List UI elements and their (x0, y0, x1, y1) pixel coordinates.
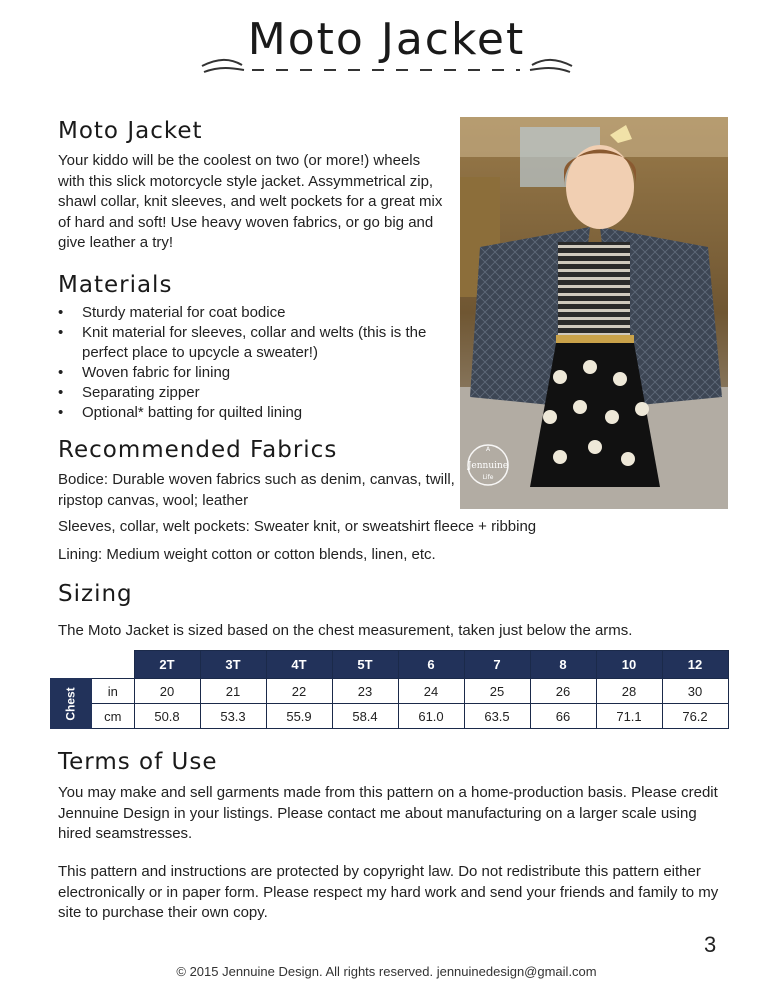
size-header: 10 (596, 651, 662, 679)
moto-description: Your kiddo will be the coolest on two (or more!) wheels with this slick motorcycle style jacket. Assymmetrical zip, shawl collar, knit sleeves, and welt pockets for a great mix of hard and soft! Use heavy woven fabrics, or go big and give leather a try! (58, 152, 443, 251)
table-cell: 53.3 (200, 704, 266, 729)
watermark-bottom: Life (482, 474, 494, 481)
section-heading-sizing: Sizing (58, 581, 133, 607)
table-cell: 66 (530, 704, 596, 729)
chest-row-label (51, 679, 92, 729)
fabrics-bodice: Bodice: Durable woven fabrics such as denim, canvas, twill, ripstop canvas, wool; leather (58, 471, 455, 509)
list-item: • Sturdy material for coat bodice (58, 303, 438, 323)
materials-list (58, 303, 438, 423)
table-cell: 61.0 (398, 704, 464, 729)
size-header: 8 (530, 651, 596, 679)
size-header: 2T (134, 651, 200, 679)
footer-copyright: © 2015 Jennuine Design. All rights reserved. jennuinedesign@gmail.com (176, 964, 597, 979)
table-row (51, 704, 729, 729)
section-heading-moto: Moto Jacket (58, 118, 203, 144)
unit-cell: cm (92, 704, 135, 729)
table-cell: 76.2 (662, 704, 728, 729)
table-cell: 63.5 (464, 704, 530, 729)
table-cell: 28 (596, 679, 662, 704)
table-cell: 71.1 (596, 704, 662, 729)
fabrics-sleeves: Sleeves, collar, welt pockets: Sweater knit, or sweatshirt fleece + ribbing (58, 518, 537, 535)
terms-paragraph-1: You may make and sell garments made from this pattern on a home-production basis. Please credit Jennuine Design in your listings. Please contact me about manufacturing on a larger scale using hired seamstresses. (58, 784, 718, 842)
sizing-intro: The Moto Jacket is sized based on the chest measurement, taken just below the arms. (58, 622, 633, 639)
size-header: 7 (464, 651, 530, 679)
unit-cell: in (92, 679, 135, 704)
section-heading-fabrics: Recommended Fabrics (58, 437, 338, 463)
table-cell: 26 (530, 679, 596, 704)
sizing-table (50, 650, 729, 729)
list-item: • Separating zipper (58, 383, 438, 403)
fabrics-lining: Lining: Medium weight cotton or cotton blends, linen, etc. (58, 546, 436, 563)
table-row (51, 679, 729, 704)
page-title: Moto Jacket (247, 14, 526, 65)
table-cell: 55.9 (266, 704, 332, 729)
size-header: 3T (200, 651, 266, 679)
table-cell: 30 (662, 679, 728, 704)
watermark-main: Jennuine (467, 461, 509, 471)
size-header: 6 (398, 651, 464, 679)
size-header: 5T (332, 651, 398, 679)
table-cell: 21 (200, 679, 266, 704)
table-header-row (51, 651, 729, 679)
page-number: 3 (704, 932, 717, 957)
title-decorative-rule (198, 56, 576, 80)
table-cell: 24 (398, 679, 464, 704)
section-heading-terms: Terms of Use (58, 749, 218, 775)
table-cell: 58.4 (332, 704, 398, 729)
table-cell: 20 (134, 679, 200, 704)
size-header: 12 (662, 651, 728, 679)
section-heading-materials: Materials (58, 272, 173, 298)
list-item: • Woven fabric for lining (58, 363, 438, 383)
table-cell: 23 (332, 679, 398, 704)
list-item: • Knit material for sleeves, collar and welts (this is the perfect place to upcycle a sweater!) (58, 323, 438, 363)
table-cell: 50.8 (134, 704, 200, 729)
product-photo (460, 117, 728, 509)
chest-label-text: Chest (64, 687, 78, 721)
list-item: • Optional* batting for quilted lining (58, 403, 438, 423)
size-header: 4T (266, 651, 332, 679)
terms-paragraph-2: This pattern and instructions are protected by copyright law. Do not redistribute this pattern either electronically or in paper form. Please respect my hard work and send your friends and family to my site to purchase their own copy. (58, 863, 719, 921)
table-cell: 22 (266, 679, 332, 704)
watermark-top: A (485, 446, 491, 453)
table-cell: 25 (464, 679, 530, 704)
